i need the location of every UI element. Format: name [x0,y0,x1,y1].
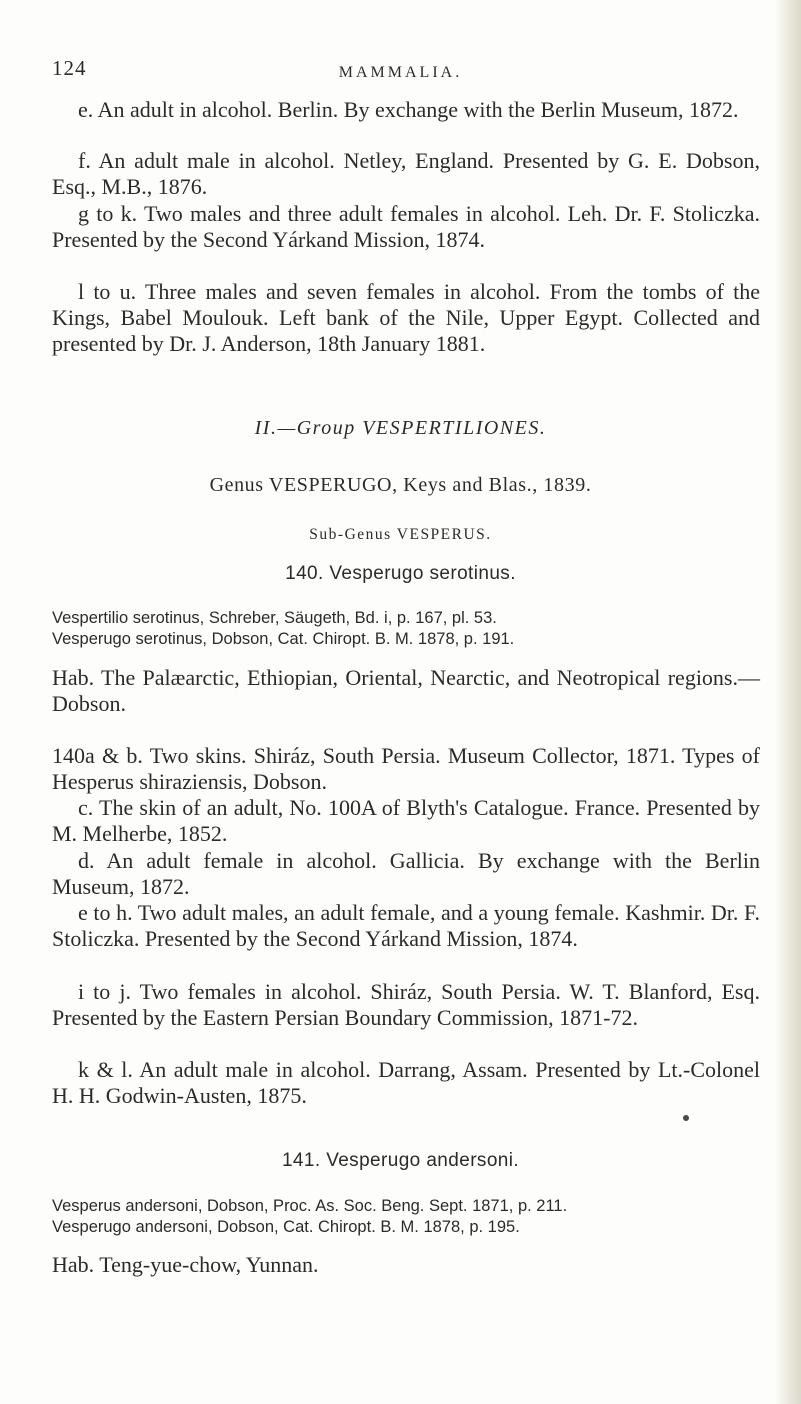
habitat-text: Hab. The Palæarctic, Ethiopian, Oriental, Nearctic, and Neotropical regions.—Dobson. [52,665,760,716]
specimen-entry: 140a & b. Two skins. Shiráz, South Persia. Museum Collector, 1871. Types of Hesperus shiraziensis, Dobson. [52,743,760,794]
specimen-entry: k & l. An adult male in alcohol. Darrang, Assam. Presented by Lt.-Colonel H. H. Godwin-Austen, 1875. [52,1057,760,1108]
specimen-entry: g to k. Two males and three adult females in alcohol. Leh. Dr. F. Stoliczka. Presented by the Second Yárkand Mission, 1874. [52,201,760,252]
ink-speck [683,1115,689,1121]
specimen-entry: d. An adult female in alcohol. Gallicia. By exchange with the Berlin Museum, 1872. [52,848,760,899]
specimen-entry: e. An adult in alcohol. Berlin. By exchange with the Berlin Museum, 1872. [78,97,739,122]
species-heading: 140. Vesperugo serotinus. [285,563,516,584]
synonym-line: Vesperugo andersoni, Dobson, Cat. Chiropt. B. M. 1878, p. 195. [52,1218,520,1236]
specimen-entry: f. An adult male in alcohol. Netley, England. Presented by G. E. Dobson, Esq., M.B., 1876. [52,148,760,199]
specimen-entry: e to h. Two adult males, an adult female, and a young female. Kashmir. Dr. F. Stoliczka. Presented by the Second Yárkand Mission, 1874. [52,900,760,951]
synonym-line: Vespertilio serotinus, Schreber, Säugeth, Bd. i, p. 167, pl. 53. [52,609,497,627]
habitat-text: Hab. Teng-yue-chow, Yunnan. [52,1252,319,1277]
species-heading: 141. Vesperugo andersoni. [281,1150,520,1171]
specimen-entry: l to u. Three males and seven females in alcohol. From the tombs of the Kings, Babel Moulouk. Left bank of the Nile, Upper Egypt. Collected and presented by Dr. J. Anderson, 18th January 1881. [52,279,760,356]
specimen-entry: i to j. Two females in alcohol. Shiráz, South Persia. W. T. Blanford, Esq. Presented by the Eastern Persian Boundary Commission, 1871-72. [52,979,760,1030]
group-heading: II.—Group VESPERTILIONES. [254,417,547,439]
specimen-entry: c. The skin of an adult, No. 100A of Blyth's Catalogue. France. Presented by M. Melherbe, 1852. [52,795,760,846]
synonym-line: Vesperugo serotinus, Dobson, Cat. Chiropt. B. M. 1878, p. 191. [52,630,515,648]
synonym-line: Vesperus andersoni, Dobson, Proc. As. Soc. Beng. Sept. 1871, p. 211. [52,1197,568,1215]
page-edge-shadow [775,0,801,1404]
subgenus-heading: Sub-Genus VESPERUS. [309,526,492,543]
genus-heading: Genus VESPERUGO, Keys and Blas., 1839. [209,474,592,496]
page-number: 124 [52,56,87,80]
running-title: MAMMALIA. [338,64,463,81]
